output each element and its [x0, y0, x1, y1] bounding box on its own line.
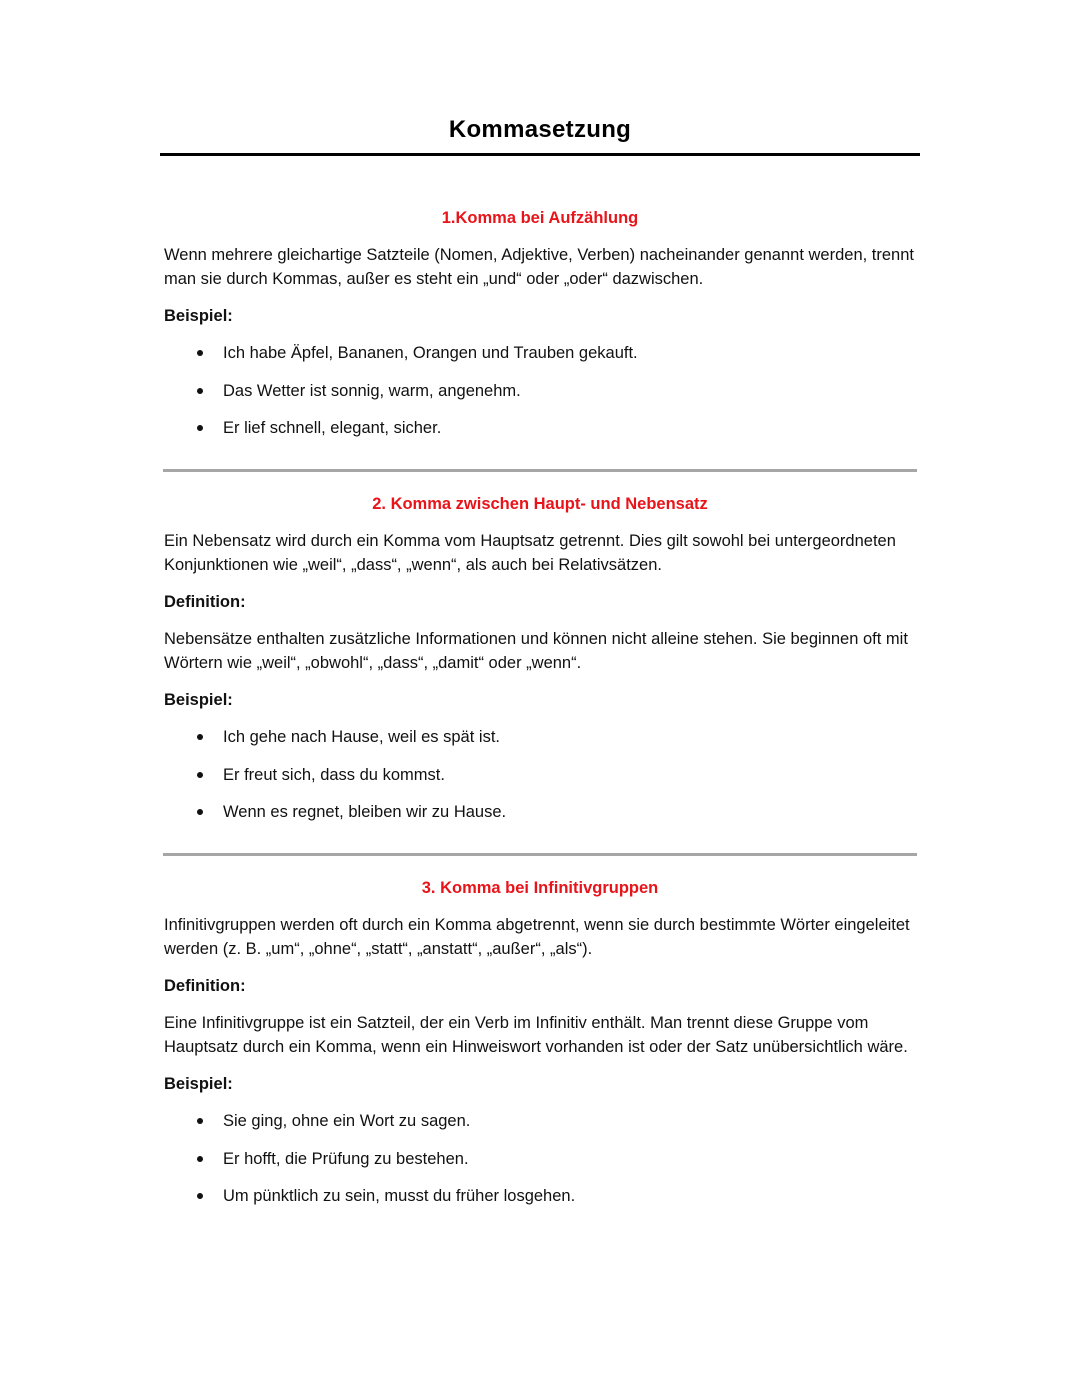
list-item [164, 1184, 916, 1208]
bullet-icon [197, 425, 203, 431]
list-item [164, 341, 916, 365]
list-item [164, 1147, 916, 1171]
bullet-icon [197, 350, 203, 356]
list-item-text: Er freut sich, dass du kommst. [223, 765, 445, 784]
section-intro: Infinitivgruppen werden oft durch ein Komma abgetrennt, wenn sie durch bestimmte Wörter eingeleitet werden (z. B. „um“, „ohne“, „statt“, „anstatt“, „außer“, „als“). [164, 916, 910, 958]
example-label: Beispiel: [164, 307, 233, 325]
definition-label: Definition: [164, 593, 246, 611]
list-item [164, 725, 916, 749]
bullet-icon [197, 388, 203, 394]
section-intro: Ein Nebensatz wird durch ein Komma vom Hauptsatz getrennt. Dies gilt sowohl bei untergeordneten Konjunktionen wie „weil“, „dass“, „wenn“, als auch bei Relativsätzen. [164, 532, 896, 574]
example-list [164, 341, 916, 440]
definition-label: Definition: [164, 977, 246, 995]
list-item-text: Wenn es regnet, bleiben wir zu Hause. [223, 803, 507, 821]
list-item-text: Er lief schnell, elegant, sicher. [223, 419, 442, 437]
section-divider [163, 853, 917, 856]
definition-text: Eine Infinitivgruppe ist ein Satzteil, der ein Verb im Infinitiv enthält. Man trennt diese Gruppe vom Hauptsatz durch ein Komma, wenn ein Hinweiswort vorhanden ist oder der Satz unübersichtlich wäre. [164, 1014, 908, 1056]
list-item-text: Ich habe Äpfel, Bananen, Orangen und Trauben gekauft. [223, 344, 638, 362]
list-item-text: Er hofft, die Prüfung zu bestehen. [223, 1149, 469, 1168]
list-item-text: Ich gehe nach Hause, weil es spät ist. [223, 728, 500, 746]
section-heading: 1.Komma bei Aufzählung [441, 209, 639, 227]
section-infinitivgruppen [164, 877, 916, 1208]
title-underline [160, 153, 920, 156]
bullet-icon [197, 809, 203, 815]
bullet-icon [197, 734, 203, 740]
list-item [164, 416, 916, 440]
definition-text: Nebensätze enthalten zusätzliche Informationen und können nicht alleine stehen. Sie beginnen oft mit Wörtern wie „weil“, „obwohl“, „dass“, „damit“ oder „wenn“. [164, 630, 908, 672]
example-label: Beispiel: [164, 1075, 233, 1093]
list-item [164, 379, 916, 403]
bullet-icon [197, 1156, 203, 1162]
example-list [164, 725, 916, 824]
bullet-icon [197, 1193, 203, 1199]
section-heading: 3. Komma bei Infinitivgruppen [421, 879, 659, 897]
section-nebensatz [164, 493, 916, 824]
list-item [164, 800, 916, 824]
example-list [164, 1109, 916, 1208]
list-item-text: Sie ging, ohne ein Wort zu sagen. [223, 1112, 471, 1130]
example-label: Beispiel: [164, 691, 233, 709]
section-intro: Wenn mehrere gleichartige Satzteile (Nomen, Adjektive, Verben) nacheinander genannt werden, trennt man sie durch Kommas, außer es steht ein „und“ oder „oder“ dazwischen. [164, 246, 914, 288]
list-item [164, 763, 916, 787]
bullet-icon [197, 1118, 203, 1124]
section-heading: 2. Komma zwischen Haupt- und Nebensatz [372, 495, 708, 513]
list-item-text: Um pünktlich zu sein, musst du früher losgehen. [223, 1187, 576, 1205]
bullet-icon [197, 772, 203, 778]
section-divider [163, 469, 917, 472]
section-aufzaehlung [164, 207, 916, 440]
list-item-text: Das Wetter ist sonnig, warm, angenehm. [223, 381, 521, 400]
page-title: Kommasetzung [448, 116, 632, 143]
list-item [164, 1109, 916, 1133]
